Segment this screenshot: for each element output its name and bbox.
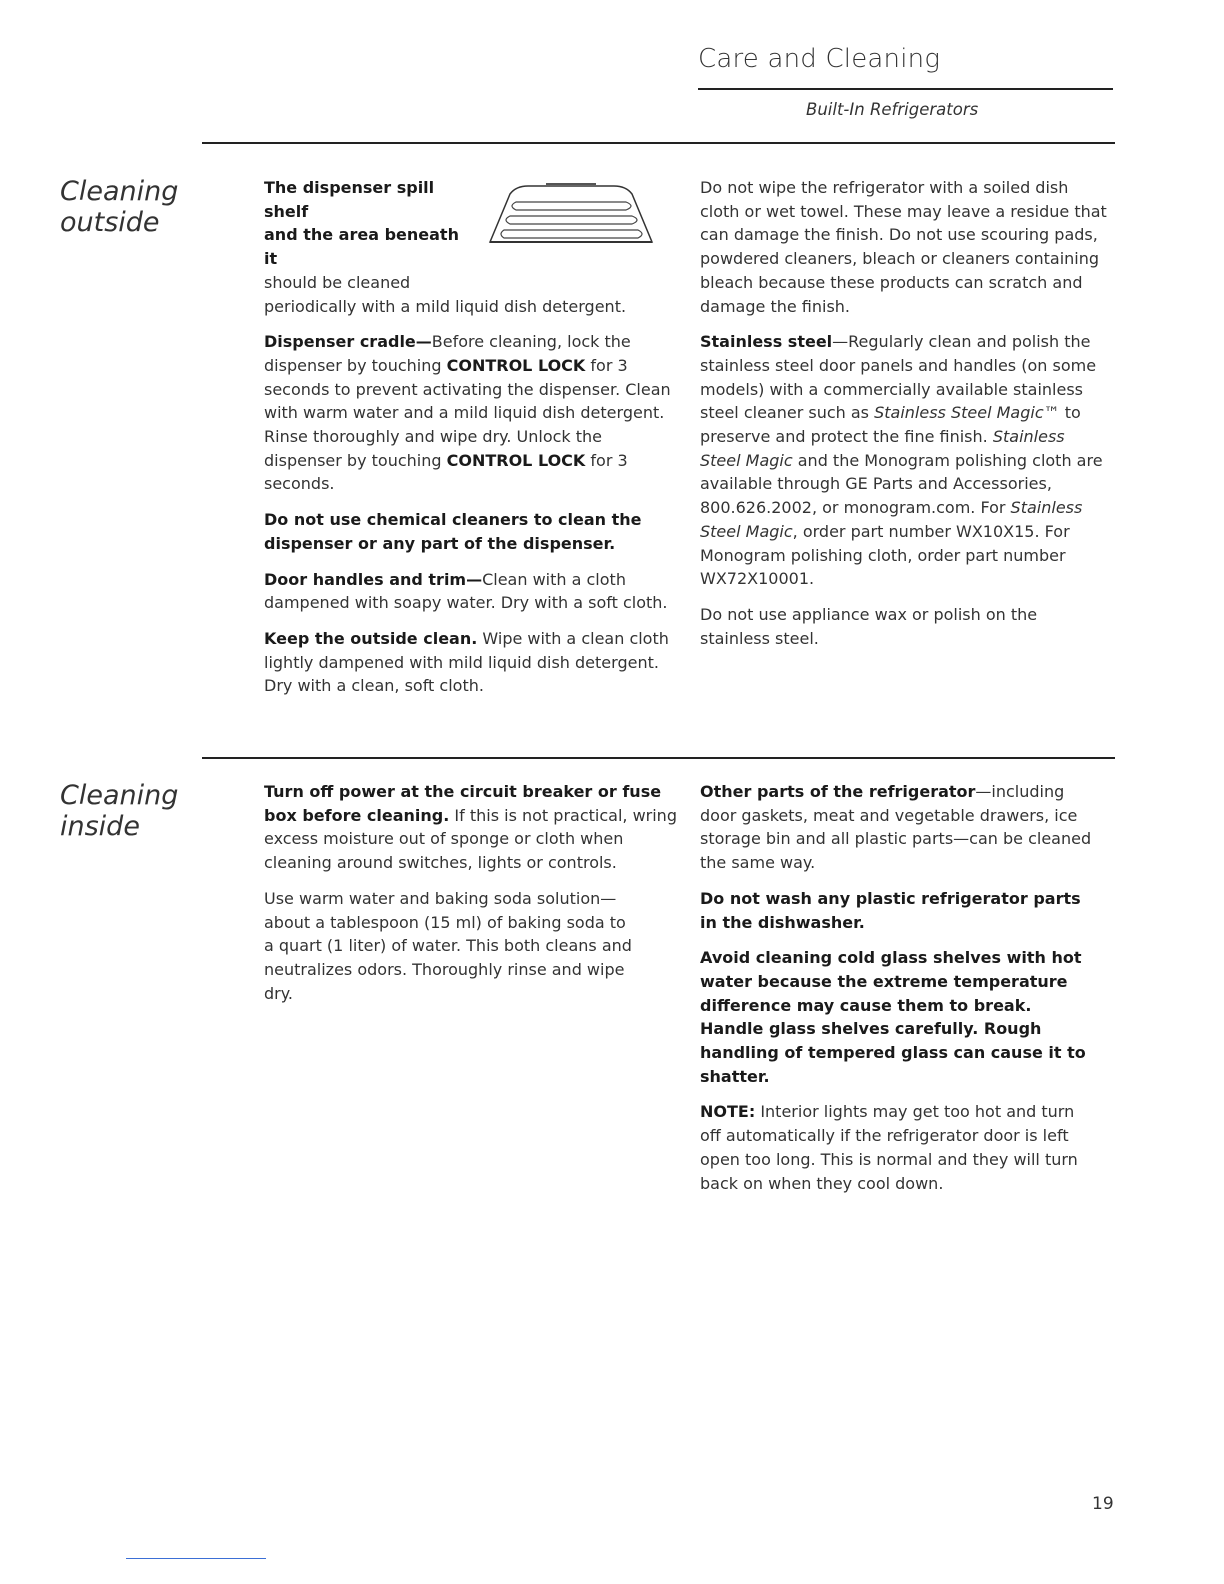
door-handles-text: Clean with a cloth dampened with soapy water. Dry with a soft cloth. [264, 569, 668, 613]
page-header-title: Care and Cleaning [698, 44, 941, 74]
section-title-line: Cleaning [60, 780, 179, 811]
footer-line [126, 1558, 266, 1559]
page-number: 19 [1092, 1494, 1114, 1514]
spill-shelf-text-line1: should be cleaned [264, 272, 411, 292]
paragraph-glass-shelves [700, 946, 1100, 1088]
inside-left-column [264, 780, 684, 1017]
paragraph-door-handles [264, 568, 684, 615]
spill-shelf-heading-line2: and the area beneath it [264, 225, 459, 269]
page-header-subtitle: Built-In Refrigerators [806, 100, 979, 119]
chemical-warning-text: Do not use chemical cleaners to clean the dispenser or any part of the dispenser. [264, 510, 642, 553]
paragraph-stainless-steel [700, 330, 1110, 591]
dispenser-cradle-heading: Dispenser cradle— [264, 332, 432, 352]
spill-shelf-text-line2: periodically with a mild liquid dish detergent. [264, 296, 627, 316]
paragraph-keep-clean [264, 627, 684, 698]
paragraph-spill-shelf [264, 176, 684, 318]
glass-shelves-warning: Avoid cleaning cold glass shelves with hot water because the extreme temperature difference may cause them to break. Handle glass shelves carefully. Rough handling of tempered glass can cause it to shatter. [700, 948, 1086, 1086]
stainless-steel-text: and the Monogram polishing cloth are available through GE Parts and Accessories, 800.626.2002, or monogram.com. For [700, 450, 1103, 518]
outside-right-column [700, 176, 1110, 662]
product-name: Stainless Steel Magic [700, 427, 1065, 470]
stainless-steel-text: , order part number WX10X15. For Monogram polishing cloth, order part number WX72X10001. [700, 521, 1070, 589]
product-name: Stainless Steel Magic™ [874, 403, 1060, 423]
spill-shelf-heading-line1: The dispenser spill shelf [264, 178, 435, 221]
no-dishwasher-warning: Do not wash any plastic refrigerator parts in the dishwasher. [700, 888, 1081, 932]
control-lock-label: CONTROL LOCK [446, 355, 586, 375]
paragraph-baking-soda: Use warm water and baking soda solution—about a tablespoon (15 ml) of baking soda to a quart (1 liter) of water. This both cleans and neutralizes odors. Thoroughly rinse and wipe dry. [264, 888, 632, 1003]
spill-shelf-illustration [486, 178, 656, 248]
section-title-outside [60, 176, 178, 238]
section-title-inside [60, 780, 178, 842]
section-title-line: outside [60, 207, 160, 238]
note-text: Interior lights may get too hot and turn off automatically if the refrigerator door is left open too long. This is normal and they will turn back on when they cool down. [700, 1102, 1078, 1193]
stainless-steel-text: —Regularly clean and polish the stainless steel door panels and handles (on some models) with a commercially available stainless steel cleaner such as [700, 332, 1097, 423]
section-title-line: Cleaning [60, 176, 179, 207]
section-divider-inside [202, 757, 1115, 759]
inside-right-column [700, 780, 1100, 1207]
paragraph-no-dishwasher [700, 887, 1100, 934]
power-off-text: If this is not practical, wring excess moisture out of sponge or cloth when cleaning around switches, lights or controls. [264, 805, 677, 873]
control-lock-label: CONTROL LOCK [446, 450, 586, 470]
dispenser-cradle-text: for 3 seconds to prevent activating the dispenser. Clean with warm water and a mild liquid dish detergent. Rinse thoroughly and wipe dry. Unlock the dispenser by touching [264, 355, 671, 470]
paragraph-soiled-cloth-warning: Do not wipe the refrigerator with a soiled dish cloth or wet towel. These may leave a residue that can damage the finish. Do not use scouring pads, powdered cleaners, bleach or cleaners containing bleach because these products can scratch and damage the finish. [700, 178, 1107, 316]
paragraph-chemical-warning [264, 508, 644, 555]
door-handles-heading: Door handles and trim— [264, 569, 483, 589]
dispenser-cradle-text: Before cleaning, lock the dispenser by touching [264, 332, 631, 375]
keep-clean-text: Wipe with a clean cloth lightly dampened with mild liquid dish detergent. Dry with a clean, soft cloth. [264, 628, 669, 696]
dispenser-cradle-text: for 3 seconds. [264, 450, 628, 494]
other-parts-heading: Other parts of the refrigerator [700, 782, 976, 801]
paragraph-no-wax: Do not use appliance wax or polish on the stainless steel. [700, 604, 1038, 648]
product-name: Stainless Steel Magic [700, 498, 1083, 541]
section-divider-outside [202, 142, 1115, 144]
note-label: NOTE: [700, 1102, 756, 1122]
paragraph-note [700, 1100, 1100, 1195]
stainless-steel-heading: Stainless steel [700, 332, 833, 352]
paragraph-power-off [264, 780, 684, 875]
header-divider [698, 88, 1113, 90]
paragraph-dispenser-cradle [264, 330, 684, 496]
stainless-steel-text: to preserve and protect the fine finish. [700, 403, 1081, 447]
outside-left-column [264, 176, 684, 710]
keep-clean-heading: Keep the outside clean. [264, 628, 478, 648]
other-parts-text: —including door gaskets, meat and vegetable drawers, ice storage bin and all plastic parts—can be cleaned the same way. [700, 782, 1092, 873]
section-title-line: inside [60, 811, 140, 842]
paragraph-other-parts [700, 780, 1100, 875]
power-off-heading: Turn off power at the circuit breaker or fuse box before cleaning. [264, 782, 662, 825]
